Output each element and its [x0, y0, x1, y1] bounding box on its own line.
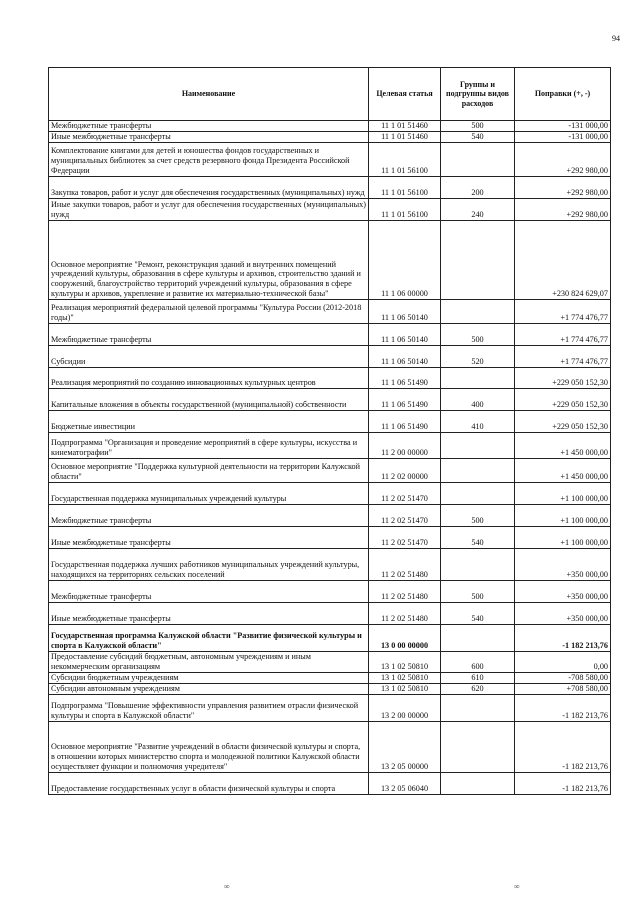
- row-expense-group: [441, 695, 515, 722]
- row-target-article: 11 1 06 51490: [369, 411, 441, 433]
- table-body: [49, 121, 611, 795]
- page-number: 94: [612, 34, 620, 43]
- row-name: Иные закупки товаров, работ и услуг для обеспечения государственных (муниципальных) нужд: [49, 199, 369, 221]
- table-row: [49, 603, 611, 625]
- row-target-article: 11 1 01 56100: [369, 143, 441, 177]
- row-expense-group: 610: [441, 673, 515, 684]
- row-name: Государственная поддержка муниципальных учреждений культуры: [49, 483, 369, 505]
- row-target-article: 11 2 00 00000: [369, 433, 441, 459]
- row-name: Межбюджетные трансферты: [49, 324, 369, 346]
- row-target-article: 13 0 00 00000: [369, 625, 441, 652]
- table-row: [49, 527, 611, 549]
- table-row: [49, 324, 611, 346]
- row-expense-group: [441, 433, 515, 459]
- table-row: [49, 177, 611, 199]
- row-expense-group: [441, 773, 515, 795]
- row-expense-group: [441, 143, 515, 177]
- table-row: [49, 722, 611, 773]
- row-name: Иные межбюджетные трансферты: [49, 603, 369, 625]
- row-target-article: 11 1 01 56100: [369, 177, 441, 199]
- row-expense-group: 200: [441, 177, 515, 199]
- table-row: [49, 132, 611, 143]
- row-expense-group: [441, 625, 515, 652]
- row-name: Бюджетные инвестиции: [49, 411, 369, 433]
- table-row: [49, 684, 611, 695]
- row-target-article: 11 1 06 50140: [369, 300, 441, 324]
- row-expense-group: 500: [441, 121, 515, 132]
- row-target-article: 11 1 06 51490: [369, 368, 441, 389]
- table-row: [49, 549, 611, 581]
- row-amount: +292 980,00: [515, 199, 611, 221]
- row-expense-group: [441, 549, 515, 581]
- row-target-article: 11 2 02 51480: [369, 581, 441, 603]
- table-row: [49, 433, 611, 459]
- row-expense-group: 500: [441, 505, 515, 527]
- table-row: [49, 505, 611, 527]
- row-expense-group: [441, 368, 515, 389]
- footer-mark-right: ∞: [514, 882, 520, 891]
- table-row: [49, 459, 611, 483]
- row-expense-group: 410: [441, 411, 515, 433]
- row-amount: +229 050 152,30: [515, 368, 611, 389]
- row-target-article: 11 2 02 51470: [369, 483, 441, 505]
- row-amount: +1 774 476,77: [515, 300, 611, 324]
- row-amount: +1 774 476,77: [515, 324, 611, 346]
- row-amount: -1 182 213,76: [515, 625, 611, 652]
- row-target-article: 13 2 00 00000: [369, 695, 441, 722]
- row-expense-group: [441, 300, 515, 324]
- row-name: Реализация мероприятий по созданию инновационных культурных центров: [49, 368, 369, 389]
- row-target-article: 11 2 02 00000: [369, 459, 441, 483]
- row-name: Государственная программа Калужской области "Развитие физической культуры и спорта в Калужской области": [49, 625, 369, 652]
- row-amount: -1 182 213,76: [515, 722, 611, 773]
- header-expense-groups: Группы и подгруппы видов расходов: [441, 68, 515, 121]
- budget-amendments-table: [48, 67, 611, 795]
- row-name: Субсидии: [49, 346, 369, 368]
- row-expense-group: 520: [441, 346, 515, 368]
- row-amount: +292 980,00: [515, 177, 611, 199]
- row-expense-group: [441, 221, 515, 300]
- row-target-article: 11 1 01 51460: [369, 121, 441, 132]
- row-amount: +1 450 000,00: [515, 459, 611, 483]
- table-row: [49, 121, 611, 132]
- row-expense-group: 620: [441, 684, 515, 695]
- footer-mark-left: ∞: [224, 882, 230, 891]
- table-row: [49, 625, 611, 652]
- table-row: [49, 773, 611, 795]
- row-expense-group: 400: [441, 389, 515, 411]
- table-row: [49, 581, 611, 603]
- row-target-article: 11 1 06 50140: [369, 324, 441, 346]
- row-amount: -131 000,00: [515, 132, 611, 143]
- table-row: [49, 143, 611, 177]
- row-name: Иные межбюджетные трансферты: [49, 527, 369, 549]
- row-amount: +1 100 000,00: [515, 505, 611, 527]
- row-amount: +350 000,00: [515, 549, 611, 581]
- row-name: Подпрограмма "Организация и проведение мероприятий в сфере культуры, искусства и кинематографии": [49, 433, 369, 459]
- row-name: Государственная поддержка лучших работников муниципальных учреждений культуры, находящихся на территориях сельских поселений: [49, 549, 369, 581]
- row-name: Межбюджетные трансферты: [49, 505, 369, 527]
- row-target-article: 11 2 02 51480: [369, 603, 441, 625]
- row-amount: 0,00: [515, 652, 611, 673]
- row-amount: +229 050 152,30: [515, 389, 611, 411]
- row-target-article: 11 2 02 51470: [369, 505, 441, 527]
- row-name: Предоставление субсидий бюджетным, автономным учреждениям и иным некоммерческим организациям: [49, 652, 369, 673]
- row-expense-group: [441, 483, 515, 505]
- row-amount: +350 000,00: [515, 603, 611, 625]
- row-target-article: 13 2 05 06040: [369, 773, 441, 795]
- table-row: [49, 695, 611, 722]
- row-amount: -131 000,00: [515, 121, 611, 132]
- row-name: Межбюджетные трансферты: [49, 121, 369, 132]
- header-target-article: Целевая статья: [369, 68, 441, 121]
- row-amount: +229 050 152,30: [515, 411, 611, 433]
- row-name: Иные межбюджетные трансферты: [49, 132, 369, 143]
- row-name: Реализация мероприятий федеральной целевой программы "Культура России (2012-2018 годы)": [49, 300, 369, 324]
- row-target-article: 11 1 06 00000: [369, 221, 441, 300]
- row-target-article: 13 1 02 50810: [369, 684, 441, 695]
- row-target-article: 13 1 02 50810: [369, 673, 441, 684]
- table-row: [49, 652, 611, 673]
- table-row: [49, 673, 611, 684]
- row-name: Основное мероприятие "Ремонт, реконструкция зданий и внутренних помещений учреждений культуры, образования в сфере культуры и архивов, строительство зданий и сооружений, благоустройство территорий учреждений культуры, образования в сфере культуры и архивов, укрепление и развитие их материально-технической базы": [49, 221, 369, 300]
- row-name: Основное мероприятие "Развитие учреждений в области физической культуры и спорта, в отношении которых министерство спорта и молодежной политики Калужской области осуществляет функции и полномочия учредителя": [49, 722, 369, 773]
- row-amount: +350 000,00: [515, 581, 611, 603]
- header-amendments: Поправки (+, -): [515, 68, 611, 121]
- table-row: [49, 389, 611, 411]
- row-expense-group: 500: [441, 581, 515, 603]
- row-expense-group: [441, 459, 515, 483]
- row-amount: -708 580,00: [515, 673, 611, 684]
- table-row: [49, 346, 611, 368]
- row-expense-group: 500: [441, 324, 515, 346]
- row-target-article: 13 1 02 50810: [369, 652, 441, 673]
- row-name: Субсидии бюджетным учреждениям: [49, 673, 369, 684]
- row-target-article: 11 1 06 50140: [369, 346, 441, 368]
- row-expense-group: [441, 722, 515, 773]
- row-name: Комплектование книгами для детей и юношества фондов государственных и муниципальных библиотек за счет средств резервного фонда Президента Российской Федерации: [49, 143, 369, 177]
- table-row: [49, 411, 611, 433]
- row-expense-group: 540: [441, 603, 515, 625]
- table-header-row: [49, 68, 611, 121]
- row-amount: +292 980,00: [515, 143, 611, 177]
- header-name: Наименование: [49, 68, 369, 121]
- table-row: [49, 300, 611, 324]
- table-row: [49, 221, 611, 300]
- row-name: Капитальные вложения в объекты государственной (муниципальной) собственности: [49, 389, 369, 411]
- row-amount: +1 450 000,00: [515, 433, 611, 459]
- row-name: Закупка товаров, работ и услуг для обеспечения государственных (муниципальных) нужд: [49, 177, 369, 199]
- table-row: [49, 368, 611, 389]
- row-target-article: 11 2 02 51470: [369, 527, 441, 549]
- row-expense-group: 600: [441, 652, 515, 673]
- table-row: [49, 199, 611, 221]
- row-expense-group: 540: [441, 527, 515, 549]
- row-target-article: 13 2 05 00000: [369, 722, 441, 773]
- row-amount: +1 100 000,00: [515, 483, 611, 505]
- row-amount: -1 182 213,76: [515, 773, 611, 795]
- row-amount: +230 824 629,07: [515, 221, 611, 300]
- row-target-article: 11 1 01 56100: [369, 199, 441, 221]
- row-amount: +1 774 476,77: [515, 346, 611, 368]
- row-name: Субсидии автономным учреждениям: [49, 684, 369, 695]
- row-name: Основное мероприятие "Поддержка культурной деятельности на территории Калужской области": [49, 459, 369, 483]
- row-expense-group: 240: [441, 199, 515, 221]
- row-target-article: 11 1 06 51490: [369, 389, 441, 411]
- row-expense-group: 540: [441, 132, 515, 143]
- row-amount: +708 580,00: [515, 684, 611, 695]
- row-name: Предоставление государственных услуг в области физической культуры и спорта: [49, 773, 369, 795]
- row-target-article: 11 1 01 51460: [369, 132, 441, 143]
- row-name: Межбюджетные трансферты: [49, 581, 369, 603]
- table-row: [49, 483, 611, 505]
- row-name: Подпрограмма "Повышение эффективности управления развитием отрасли физической культуры и спорта в Калужской области": [49, 695, 369, 722]
- row-amount: -1 182 213,76: [515, 695, 611, 722]
- row-target-article: 11 2 02 51480: [369, 549, 441, 581]
- row-amount: +1 100 000,00: [515, 527, 611, 549]
